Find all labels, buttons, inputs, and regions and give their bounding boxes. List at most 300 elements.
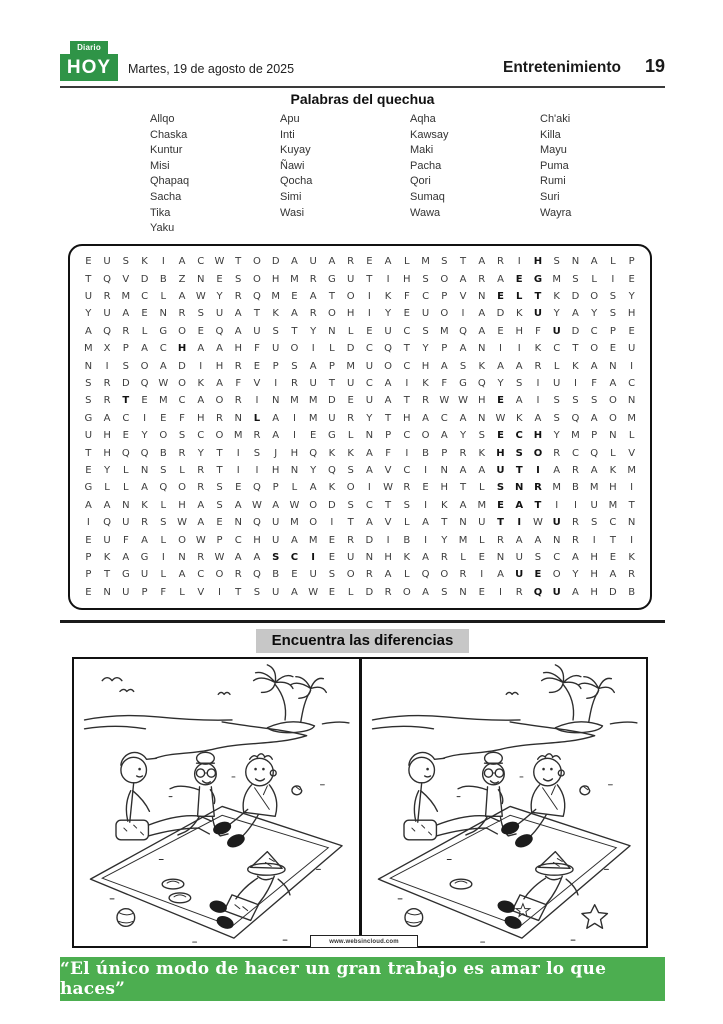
- word-item: Chaska: [150, 128, 188, 141]
- grid-cell: A: [590, 464, 598, 476]
- grid-cell: H: [590, 551, 598, 563]
- grid-cell: D: [571, 325, 580, 337]
- grid-cell: E: [85, 464, 92, 476]
- grid-cell: W: [252, 499, 262, 511]
- grid-cell: U: [122, 517, 130, 529]
- grid-cell: D: [271, 256, 280, 268]
- grid-cell: C: [403, 360, 411, 372]
- grid-cell: D: [121, 377, 130, 389]
- grid-cell: S: [609, 308, 617, 320]
- grid-cell: E: [497, 325, 504, 337]
- grid-cell: A: [365, 464, 373, 476]
- grid-cell: D: [346, 343, 355, 355]
- grid-cell: U: [84, 430, 93, 442]
- grid-cell: A: [590, 256, 598, 268]
- grid-cell: Q: [590, 447, 599, 459]
- grid-cell: V: [122, 273, 130, 285]
- grid-cell: C: [234, 534, 242, 546]
- grid-cell: U: [272, 343, 280, 355]
- grid-cell: S: [534, 551, 542, 563]
- grid-cell: U: [346, 551, 355, 563]
- grid-cell: Y: [497, 377, 504, 389]
- grid-cell: R: [347, 412, 355, 424]
- grid-cell: I: [630, 534, 634, 546]
- grid-cell: L: [478, 534, 485, 546]
- grid-cell: S: [272, 551, 280, 563]
- grid-cell: A: [103, 499, 111, 511]
- grid-cell: S: [478, 430, 485, 442]
- grid-cell: P: [609, 325, 616, 337]
- grid-cell: S: [272, 325, 279, 337]
- grid-cell: E: [515, 273, 523, 285]
- grid-cell: A: [515, 534, 523, 546]
- grid-cell: E: [628, 325, 635, 337]
- grid-cell: H: [403, 273, 411, 285]
- grid-cell: G: [159, 325, 168, 337]
- grid-cell: L: [553, 360, 560, 372]
- grid-cell: L: [610, 447, 616, 459]
- grid-cell: A: [478, 464, 486, 476]
- grid-cell: A: [197, 343, 205, 355]
- word-column: [150, 112, 280, 237]
- logo-diario-label: Diario: [70, 41, 108, 54]
- grid-cell: A: [515, 499, 524, 511]
- grid-cell: A: [309, 482, 317, 494]
- grid-cell: H: [590, 569, 598, 581]
- grid-cell: A: [422, 551, 429, 563]
- grid-cell: O: [346, 482, 355, 494]
- grid-cell: A: [497, 360, 504, 372]
- word-item: Mayu: [540, 144, 567, 157]
- grid-cell: L: [160, 290, 167, 302]
- grid-cell: A: [384, 395, 392, 407]
- grid-cell: A: [234, 551, 242, 563]
- grid-cell: I: [386, 534, 390, 546]
- grid-cell: S: [328, 569, 336, 581]
- grid-cell: G: [459, 377, 467, 389]
- grid-cell: V: [384, 464, 392, 476]
- grid-cell: Y: [628, 290, 635, 302]
- grid-cell: T: [459, 256, 467, 268]
- grid-cell: L: [160, 569, 167, 581]
- grid-cell: Z: [178, 273, 186, 285]
- grid-cell: F: [160, 586, 167, 598]
- grid-cell: M: [346, 360, 355, 372]
- grid-cell: W: [289, 499, 300, 511]
- grid-cell: A: [291, 586, 298, 598]
- grid-cell: O: [402, 586, 411, 598]
- grid-cell: Y: [85, 308, 92, 320]
- grid-cell: T: [216, 447, 223, 459]
- grid-cell: A: [272, 499, 280, 511]
- grid-cell: A: [478, 256, 486, 268]
- grid-cell: O: [440, 273, 449, 285]
- grid-cell: B: [272, 569, 280, 581]
- grid-cell: M: [308, 412, 318, 424]
- grid-cell: O: [178, 534, 186, 546]
- grid-cell: S: [441, 256, 448, 268]
- grid-cell: I: [630, 360, 634, 372]
- grid-cell: I: [218, 586, 221, 598]
- grid-cell: P: [85, 551, 92, 563]
- grid-cell: K: [478, 447, 486, 459]
- grid-cell: K: [328, 482, 336, 494]
- grid-cell: U: [140, 569, 149, 581]
- grid-cell: Q: [309, 447, 318, 459]
- grid-cell: Y: [553, 308, 560, 320]
- grid-cell: S: [160, 464, 167, 476]
- grid-cell: F: [385, 447, 391, 459]
- grid-cell: C: [159, 343, 167, 355]
- grid-cell: Q: [533, 586, 543, 598]
- grid-cell: I: [367, 290, 371, 302]
- grid-cell: E: [609, 551, 617, 563]
- page-number: 19: [644, 56, 665, 76]
- grid-cell: O: [440, 308, 449, 320]
- grid-cell: S: [197, 308, 204, 320]
- grid-cell: P: [272, 482, 279, 494]
- grid-cell: A: [178, 256, 186, 268]
- word-item: Simi: [280, 190, 302, 203]
- grid-cell: W: [308, 586, 319, 598]
- grid-cell: W: [195, 534, 206, 546]
- word-item: Maki: [410, 144, 434, 157]
- grid-cell: D: [571, 290, 580, 302]
- grid-cell: I: [405, 377, 409, 389]
- grid-cell: N: [140, 464, 149, 476]
- grid-cell: K: [141, 256, 148, 268]
- grid-cell: O: [140, 360, 149, 372]
- grid-cell: L: [404, 256, 410, 268]
- grid-cell: H: [178, 499, 186, 511]
- word-item: Puma: [540, 159, 569, 172]
- grid-cell: Q: [571, 412, 580, 424]
- grid-cell: N: [571, 256, 580, 268]
- grid-cell: U: [215, 308, 224, 320]
- grid-cell: O: [290, 343, 299, 355]
- grid-cell: S: [403, 499, 410, 511]
- grid-cell: M: [233, 430, 243, 442]
- differences-panels: [72, 657, 648, 948]
- grid-cell: C: [365, 343, 373, 355]
- grid-cell: T: [85, 273, 92, 285]
- grid-cell: N: [84, 360, 93, 372]
- grid-cell: A: [309, 360, 317, 372]
- grid-cell: R: [178, 447, 186, 459]
- grid-cell: R: [141, 517, 149, 529]
- grid-cell: G: [121, 569, 130, 581]
- grid-cell: U: [590, 499, 598, 511]
- grid-cell: E: [403, 308, 410, 320]
- grid-cell: M: [121, 290, 131, 302]
- grid-cell: I: [517, 256, 521, 268]
- grid-cell: M: [589, 482, 599, 494]
- grid-cell: A: [309, 290, 317, 302]
- grid-cell: R: [234, 360, 242, 372]
- grid-cell: M: [458, 534, 468, 546]
- grid-cell: H: [103, 447, 111, 459]
- grid-cell: P: [441, 343, 448, 355]
- grid-cell: F: [591, 377, 598, 389]
- grid-cell: M: [477, 499, 487, 511]
- grid-cell: R: [440, 551, 448, 563]
- word-item: Ch'aki: [540, 113, 571, 125]
- grid-cell: U: [103, 256, 111, 268]
- grid-cell: A: [534, 412, 542, 424]
- grid-cell: I: [255, 395, 259, 407]
- grid-cell: H: [609, 482, 617, 494]
- grid-cell: R: [309, 308, 317, 320]
- grid-cell: A: [384, 569, 392, 581]
- grid-cell: I: [573, 377, 577, 389]
- grid-cell: K: [478, 360, 486, 372]
- grid-cell: Q: [384, 343, 393, 355]
- grid-cell: R: [178, 308, 186, 320]
- grid-cell: U: [346, 273, 355, 285]
- grid-cell: P: [216, 534, 223, 546]
- grid-cell: N: [478, 290, 486, 302]
- grid-cell: A: [272, 430, 280, 442]
- grid-cell: U: [122, 586, 130, 598]
- grid-cell: C: [403, 325, 411, 337]
- grid-cell: E: [291, 290, 298, 302]
- grid-cell: P: [591, 430, 598, 442]
- grid-cell: M: [421, 256, 430, 268]
- grid-cell: I: [536, 395, 540, 407]
- grid-cell: A: [84, 499, 92, 511]
- grid-cell: Q: [103, 273, 112, 285]
- grid-cell: T: [85, 447, 92, 459]
- grid-cell: I: [592, 534, 596, 546]
- quote-text: “El único modo de hacer un gran trabajo es amar lo que haces”: [60, 959, 607, 999]
- differences-title: Encuentra las diferencias: [256, 629, 470, 653]
- grid-cell: C: [440, 412, 448, 424]
- grid-cell: S: [422, 325, 429, 337]
- grid-cell: M: [627, 412, 636, 424]
- grid-cell: W: [177, 517, 187, 529]
- grid-cell: O: [590, 343, 599, 355]
- grid-cell: Q: [421, 569, 430, 581]
- grid-cell: U: [309, 256, 317, 268]
- grid-cell: S: [347, 464, 354, 476]
- grid-cell: L: [179, 586, 185, 598]
- grid-cell: S: [590, 517, 598, 529]
- grid-cell: U: [365, 395, 374, 407]
- grid-cell: R: [571, 464, 579, 476]
- grid-cell: O: [215, 569, 224, 581]
- grid-cell: S: [459, 360, 467, 372]
- grid-cell: I: [499, 586, 502, 598]
- grid-cell: E: [328, 586, 336, 598]
- grid-cell: O: [253, 273, 261, 285]
- grid-cell: R: [347, 256, 355, 268]
- grid-cell: O: [178, 377, 186, 389]
- grid-cell: L: [253, 412, 261, 424]
- grid-cell: U: [328, 412, 336, 424]
- grid-cell: S: [216, 499, 223, 511]
- grid-cell: C: [422, 290, 430, 302]
- grid-cell: T: [328, 290, 335, 302]
- grid-cell: G: [84, 412, 93, 424]
- grid-cell: O: [608, 412, 617, 424]
- grid-cell: U: [478, 517, 486, 529]
- grid-cell: Y: [104, 464, 111, 476]
- grid-cell: R: [197, 551, 205, 563]
- grid-cell: U: [272, 534, 280, 546]
- grid-cell: T: [403, 395, 410, 407]
- grid-cell: K: [422, 377, 429, 389]
- grid-cell: R: [253, 430, 261, 442]
- grid-cell: R: [197, 482, 205, 494]
- grid-cell: E: [85, 586, 92, 598]
- grid-cell: A: [534, 534, 542, 546]
- grid-cell: D: [328, 499, 336, 511]
- grid-cell: N: [627, 395, 636, 407]
- grid-cell: U: [365, 360, 374, 372]
- grid-cell: K: [403, 551, 411, 563]
- word-item: Allqo: [150, 113, 175, 125]
- grid-cell: R: [553, 447, 561, 459]
- grid-cell: Y: [141, 430, 148, 442]
- wordsearch-grid-box: [68, 244, 652, 610]
- grid-cell: T: [216, 464, 223, 476]
- grid-cell: H: [403, 412, 411, 424]
- grid-cell: C: [197, 256, 205, 268]
- grid-cell: K: [347, 447, 354, 459]
- grid-cell: E: [160, 412, 167, 424]
- grid-cell: R: [103, 395, 111, 407]
- grid-cell: R: [197, 464, 205, 476]
- grid-cell: Y: [572, 569, 579, 581]
- word-item: Suri: [540, 190, 560, 203]
- grid-cell: A: [572, 308, 579, 320]
- grid-cell: U: [346, 377, 355, 389]
- grid-cell: M: [271, 290, 281, 302]
- grid-cell: D: [496, 308, 505, 320]
- grid-cell: R: [497, 534, 504, 546]
- grid-cell: A: [122, 551, 130, 563]
- grid-cell: R: [365, 569, 373, 581]
- grid-cell: N: [552, 534, 561, 546]
- grid-cell: H: [496, 447, 505, 459]
- grid-cell: I: [199, 360, 203, 372]
- grid-cell: I: [255, 464, 259, 476]
- grid-cell: L: [141, 325, 148, 337]
- grid-cell: Y: [441, 534, 448, 546]
- grid-cell: H: [421, 360, 430, 372]
- grid-cell: A: [84, 325, 92, 337]
- grid-cell: N: [271, 395, 280, 407]
- grid-cell: G: [328, 273, 336, 285]
- grid-cell: D: [365, 586, 374, 598]
- grid-cell: A: [553, 464, 561, 476]
- grid-cell: U: [421, 308, 430, 320]
- grid-cell: I: [424, 499, 428, 511]
- grid-cell: I: [424, 534, 428, 546]
- grid-cell: A: [141, 343, 148, 355]
- grid-cell: R: [571, 534, 579, 546]
- grid-cell: R: [122, 325, 130, 337]
- grid-cell: T: [235, 256, 242, 268]
- grid-cell: A: [197, 499, 205, 511]
- grid-cell: C: [197, 430, 205, 442]
- grid-cell: R: [347, 534, 355, 546]
- grid-cell: X: [103, 343, 111, 355]
- grid-cell: I: [573, 499, 577, 511]
- grid-cell: D: [328, 395, 336, 407]
- grid-cell: L: [160, 499, 167, 511]
- grid-cell: V: [628, 447, 636, 459]
- word-item: Qhapaq: [150, 175, 190, 188]
- grid-cell: M: [290, 395, 299, 407]
- grid-cell: R: [534, 482, 542, 494]
- grid-cell: T: [497, 517, 504, 529]
- grid-cell: S: [572, 273, 579, 285]
- grid-cell: E: [141, 308, 148, 320]
- grid-cell: A: [365, 447, 373, 459]
- grid-cell: R: [497, 256, 504, 268]
- grid-cell: U: [627, 343, 636, 355]
- word-item: Apu: [280, 113, 300, 125]
- grid-cell: U: [272, 586, 280, 598]
- grid-cell: R: [234, 290, 242, 302]
- grid-cell: F: [403, 290, 410, 302]
- grid-cell: H: [103, 430, 111, 442]
- grid-cell: E: [497, 430, 504, 442]
- grid-cell: N: [459, 517, 467, 529]
- word-item: Killa: [540, 128, 561, 141]
- grid-cell: Q: [477, 377, 486, 389]
- grid-cell: N: [609, 360, 617, 372]
- grid-cell: K: [553, 290, 560, 302]
- grid-cell: U: [553, 377, 561, 389]
- grid-cell: I: [330, 517, 334, 529]
- grid-cell: T: [459, 482, 467, 494]
- grid-cell: A: [291, 534, 298, 546]
- grid-cell: L: [516, 290, 523, 302]
- grid-cell: L: [179, 464, 185, 476]
- page-header: [60, 37, 665, 81]
- grid-cell: F: [179, 412, 185, 424]
- grid-cell: A: [384, 256, 392, 268]
- grid-cell: W: [495, 412, 506, 424]
- grid-cell: Q: [253, 517, 261, 529]
- grid-cell: N: [440, 464, 449, 476]
- grid-cell: P: [385, 430, 392, 442]
- grid-cell: L: [329, 343, 335, 355]
- word-item: Yaku: [150, 222, 175, 235]
- grid-cell: A: [572, 551, 579, 563]
- grid-cell: O: [346, 290, 355, 302]
- grid-cell: A: [459, 464, 467, 476]
- grid-cell: C: [403, 464, 411, 476]
- grid-cell: E: [347, 395, 354, 407]
- wordsearch-letter-grid: [79, 253, 641, 601]
- grid-cell: H: [384, 551, 392, 563]
- grid-cell: A: [609, 377, 617, 389]
- grid-cell: S: [347, 499, 354, 511]
- grid-cell: L: [347, 430, 354, 442]
- grid-cell: B: [628, 586, 636, 598]
- word-item: Qocha: [280, 175, 313, 188]
- grid-cell: S: [590, 395, 598, 407]
- grid-cell: A: [422, 412, 429, 424]
- grid-cell: U: [552, 325, 561, 337]
- grid-cell: B: [159, 447, 167, 459]
- grid-cell: A: [141, 482, 148, 494]
- grid-cell: C: [365, 377, 373, 389]
- beach-scene-drawing: [362, 659, 647, 946]
